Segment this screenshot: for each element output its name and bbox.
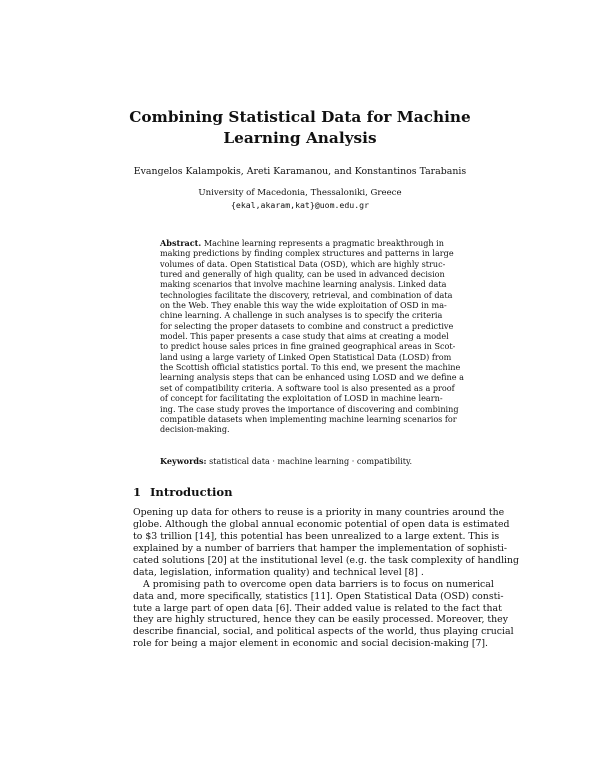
abstract-line: compatible datasets when implementing machine learning scenarios for [160,413,457,424]
abstract-line: making scenarios that involve machine learning analysis. Linked data [160,279,447,290]
title-line: Combining Statistical Data for Machine [129,108,471,126]
abstract-line: for selecting the proper datasets to combine and construct a predictive [160,320,454,331]
abstract-line: decision-making. [160,424,230,435]
section-number: 1 [133,485,142,499]
author-email: {ekal,akaram,kat}@uom.edu.gr [230,199,370,210]
section-heading [133,484,473,500]
title-line: Learning Analysis [223,129,377,147]
keywords [160,456,442,467]
body-line: A promising path to overcome open data barriers is to focus on numerical [143,578,494,590]
abstract-line: learning analysis steps that can be enhanced using LOSD and we define a [160,372,464,383]
body-line: cated solutions [20] at the institutional level (e.g. the task complexity of handling [133,554,520,566]
body-line: role for being a major element in economic and social decision-making [7]. [133,638,489,650]
affiliation: University of Macedonia, Thessaloniki, Greece [198,188,402,198]
abstract-line: technologies facilitate the discovery, retrieval, and combination of data [160,289,453,300]
abstract-line: set of compatibility criteria. A software tool is also presented as a proof [160,382,455,393]
abstract-line: to predict house sales prices in fine grained geographical areas in Scot- [160,341,456,352]
abstract-line: volumes of data. Open Statistical Data (OSD), which are highly struc- [160,258,446,269]
abstract-line: making predictions by finding complex structures and patterns in large [160,248,454,259]
keywords-label: Keywords: [160,456,207,466]
abstract-line: ing. The case study proves the importance of discovering and combining [160,403,459,414]
section-title: Introduction [150,485,233,499]
body-line: tute a large part of open data [6]. Their added value is related to the fact that [133,602,502,614]
body-line: data, legislation, information quality) and technical level [8] . [133,566,424,578]
body-text [133,507,520,650]
abstract-text: Machine learning represents a pragmatic breakthrough in [203,238,444,248]
body-line: they are highly structured, hence they can be easily processed. Moreover, they [133,614,508,626]
abstract-label: Abstract. [160,238,202,248]
body-line: explained by a number of barriers that hamper the implementation of sophisti- [133,542,508,554]
body-line: to $3 trillion [14], this potential has been unrealized to a large extent. This is [133,530,500,542]
body-line: globe. Although the global annual economic potential of open data is estimated [133,518,510,530]
abstract [160,238,464,435]
keywords-text: statistical data · machine learning · compatibility. [209,456,413,466]
affiliation-block [100,188,500,211]
abstract-line: model. This paper presents a case study that aims at creating a model [160,331,449,342]
author-list: Evangelos Kalampokis, Areti Karamanou, and Konstantinos Tarabanis [133,166,467,177]
paper-title [100,107,500,149]
abstract-line: the Scottish official statistics portal. To this end, we present the machine [160,362,461,373]
abstract-line: tured and generally of high quality, can be used in advanced decision [160,269,445,280]
abstract-line: on the Web. They enable this way the wide exploitation of OSD in ma- [160,300,447,311]
body-line: describe financial, social, and political aspects of the world, thus playing crucial [133,626,514,638]
body-line: data and, more specifically, statistics [11]. Open Statistical Data (OSD) consti- [133,590,504,602]
abstract-line [160,238,442,248]
abstract-line: chine learning. A challenge in such analyses is to specify the criteria [160,310,443,321]
abstract-line: of concept for facilitating the exploitation of LOSD in machine learn- [160,393,443,404]
abstract-line: land using a large variety of Linked Open Statistical Data (LOSD) from [160,351,452,362]
body-line: Opening up data for others to reuse is a priority in many countries around the [133,507,505,518]
